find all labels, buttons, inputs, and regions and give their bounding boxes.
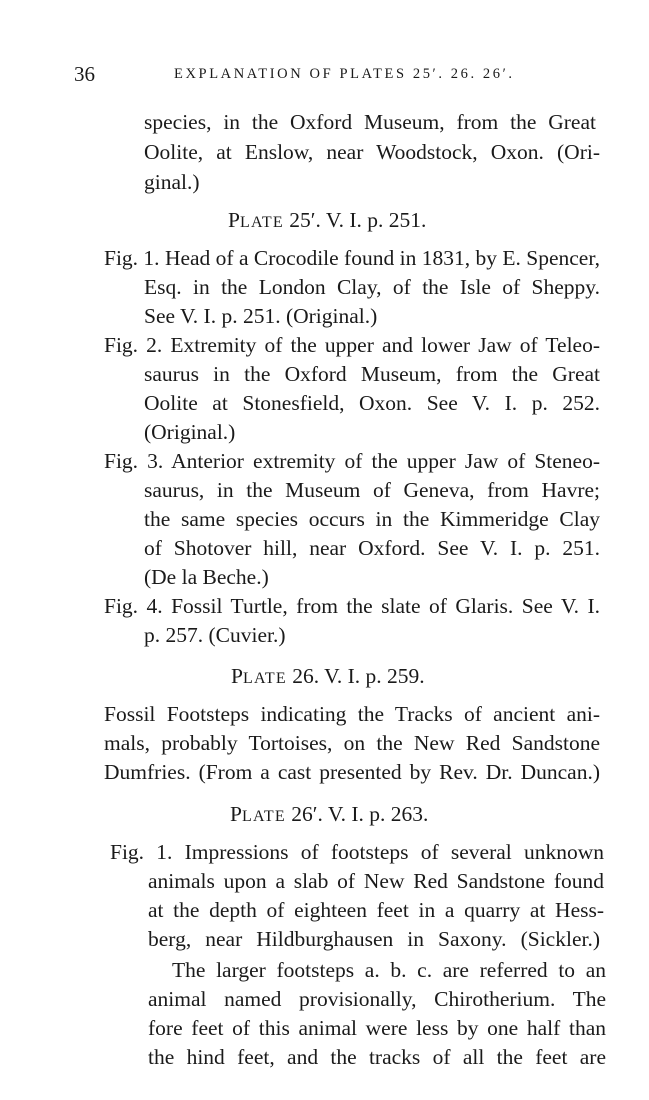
figure-caption-line: saurus, in the Museum of Geneva, from Havre;	[144, 478, 600, 502]
text-line: the hind feet, and the tracks of all the feet are	[148, 1045, 606, 1069]
plate-heading	[230, 800, 428, 831]
figure-caption-line: of Shotover hill, near Oxford. See V. I. p. 251.	[144, 536, 600, 560]
plate-heading-ref: 26. V. I. p. 259.	[292, 664, 425, 688]
figure-caption-line: Oolite at Stonesfield, Oxon. See V. I. p. 252.	[144, 391, 600, 415]
page-header	[74, 62, 594, 92]
plate-heading-ref: 26′. V. I. p. 263.	[291, 802, 429, 826]
text-line: The larger footsteps a. b. c. are referred to an	[172, 958, 606, 982]
text-line: ginal.)	[144, 170, 200, 194]
figure-caption-line: Fig. 4. Fossil Turtle, from the slate of Glaris. See V. I.	[104, 594, 600, 618]
figure-caption-line: berg, near Hildburghausen in Saxony. (Sickler.)	[148, 927, 600, 951]
figure-caption-line: animals upon a slab of New Red Sandstone found	[148, 869, 604, 893]
plate-heading	[228, 206, 426, 237]
running-title: EXPLANATION OF PLATES 25′. 26. 26′.	[174, 66, 515, 82]
plate-word-initial: P	[228, 208, 240, 232]
figure-caption-line: Fig. 2. Extremity of the upper and lower Jaw of Teleo-	[104, 333, 600, 357]
text-line: Oolite, at Enslow, near Woodstock, Oxon. (Ori-	[144, 140, 600, 164]
plate-word-rest: LATE	[242, 670, 287, 687]
plate-word-initial: P	[231, 664, 243, 688]
figure-caption-line: p. 257. (Cuvier.)	[144, 623, 286, 647]
text-line: mals, probably Tortoises, on the New Red Sandstone	[104, 731, 600, 755]
figure-caption-line: at the depth of eighteen feet in a quarry at Hess-	[148, 898, 604, 922]
plate-heading-ref: 25′. V. I. p. 251.	[289, 208, 427, 232]
figure-caption-line: Fig. 1. Head of a Crocodile found in 1831, by E. Spencer,	[104, 246, 600, 270]
figure-caption-line: the same species occurs in the Kimmeridge Clay	[144, 507, 600, 531]
figure-caption-line: See V. I. p. 251. (Original.)	[144, 304, 378, 328]
figure-caption-line: Fig. 3. Anterior extremity of the upper Jaw of Steneo-	[104, 449, 600, 473]
figure-caption-line: Fig. 1. Impressions of footsteps of several unknown	[110, 840, 604, 864]
plate-word-initial: P	[230, 802, 242, 826]
plate-word-rest: LATE	[241, 808, 286, 825]
text-line: Fossil Footsteps indicating the Tracks of ancient ani-	[104, 702, 600, 726]
figure-caption-line: saurus in the Oxford Museum, from the Great	[144, 362, 600, 386]
text-line: animal named provisionally, Chirotherium. The	[148, 987, 606, 1011]
text-line: species, in the Oxford Museum, from the Great	[144, 110, 596, 134]
text-line: Dumfries. (From a cast presented by Rev. Dr. Duncan.)	[104, 760, 600, 784]
figure-caption-line: (Original.)	[144, 420, 236, 444]
plate-word-rest: LATE	[239, 214, 284, 231]
text-line: fore feet of this animal were less by one half than	[148, 1016, 606, 1040]
plate-heading	[231, 662, 425, 693]
figure-caption-line: (De la Beche.)	[144, 565, 269, 589]
page-number: 36	[74, 62, 95, 86]
figure-caption-line: Esq. in the London Clay, of the Isle of Sheppy.	[144, 275, 600, 299]
